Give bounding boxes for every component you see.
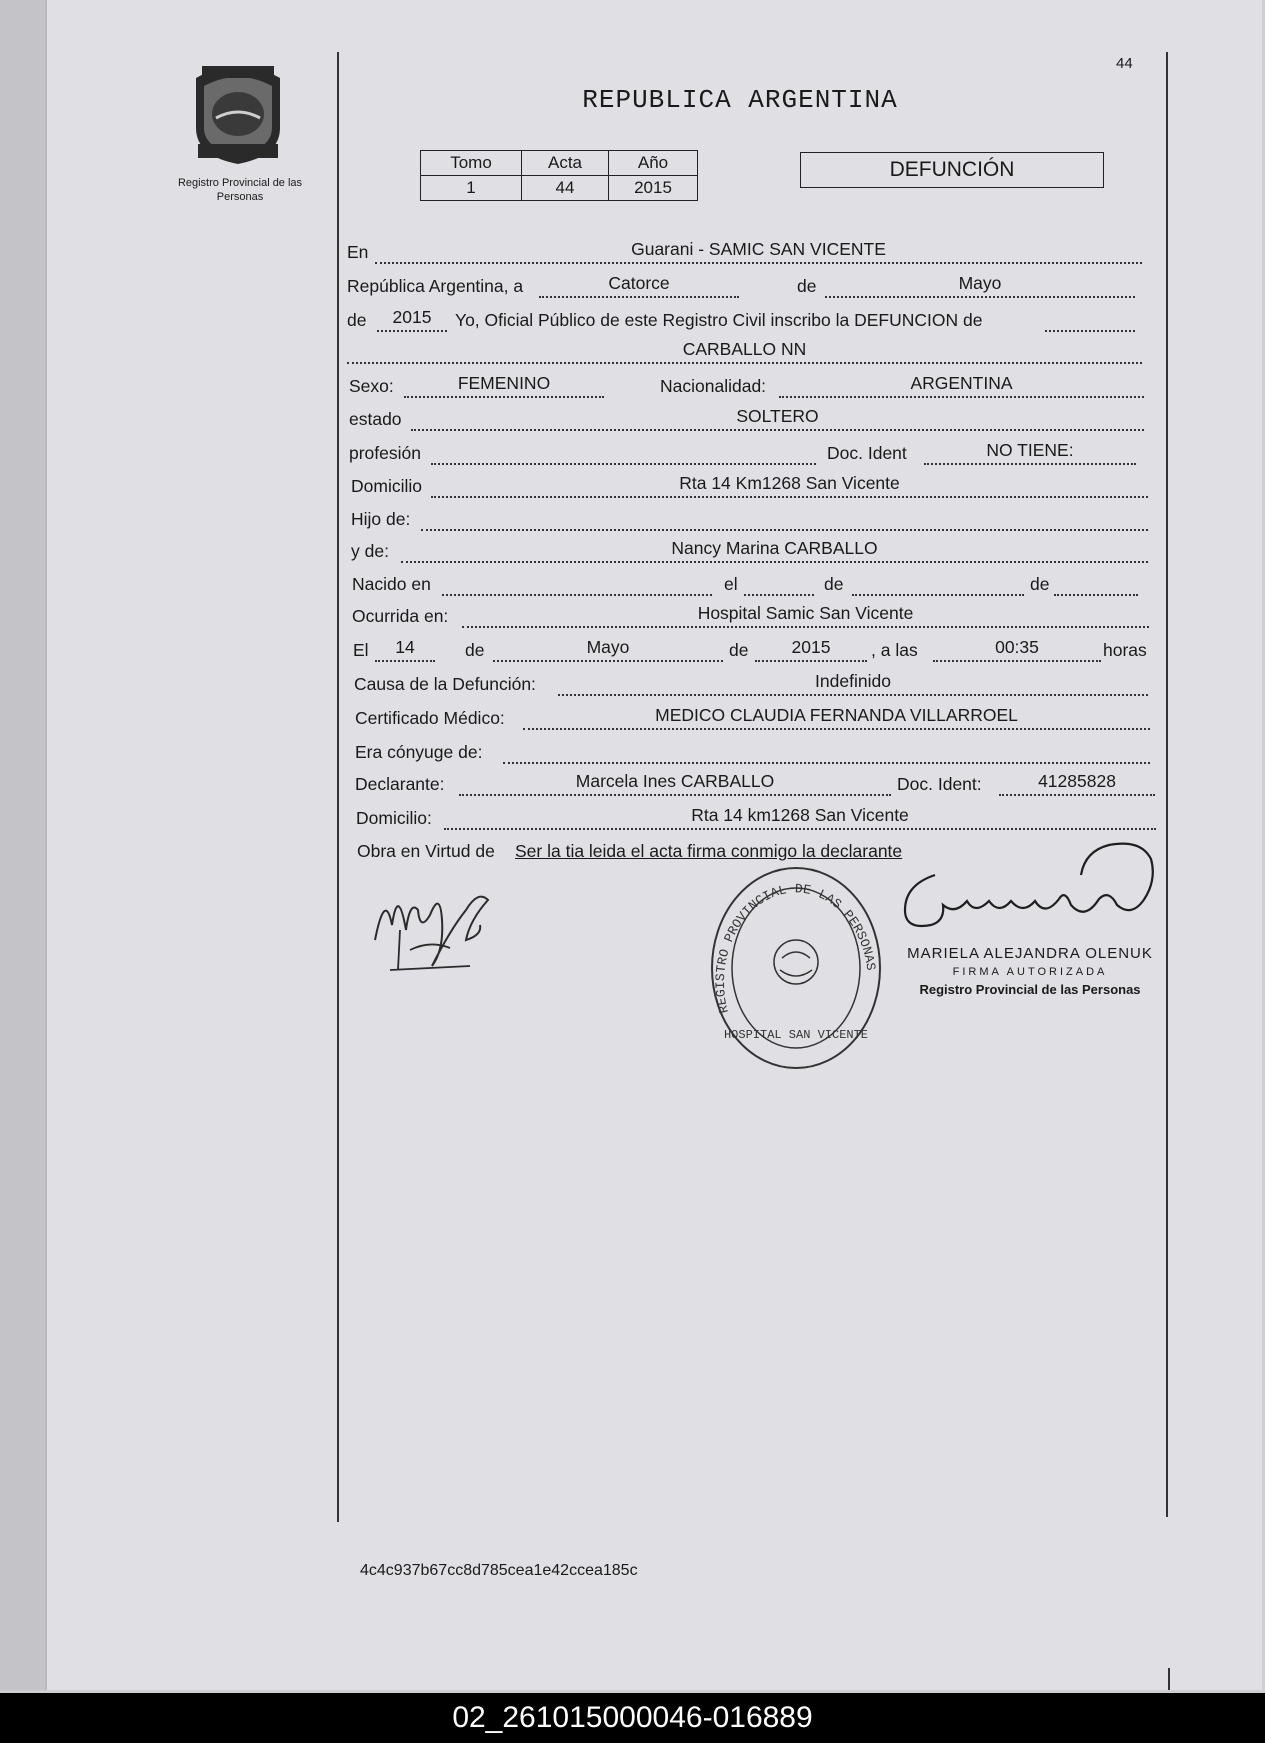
de-label-3: de (824, 574, 844, 594)
province-seal-logo (188, 58, 288, 166)
registry-label: Registro Provincial de las Personas (177, 177, 303, 203)
doc-ident-field: NO TIENE: (924, 443, 1136, 465)
form-line-fecha (347, 270, 1135, 300)
estado-label: estado (349, 409, 402, 429)
yde-field: Nancy Marina CARBALLO (401, 541, 1148, 563)
ocurrida-label: Ocurrida en: (352, 606, 449, 626)
svg-text:REGISTRO PROVINCIAL DE LAS PER: REGISTRO PROVINCIAL DE LAS PERSONAS (712, 881, 879, 1015)
domicilio-label: Domicilio (351, 476, 422, 496)
file-id-bar: 02_261015000046-016889 (0, 1693, 1265, 1743)
domicilio2-label: Domicilio: (356, 808, 432, 828)
table-value-tomo: 1 (421, 176, 522, 201)
form-line-domicilio2 (356, 802, 1156, 832)
yo-blank-field (1045, 310, 1135, 332)
anio-field: 2015 (377, 310, 447, 332)
yo-text: Yo, Oficial Público de este Registro Civil inscribo la DEFUNCION de (455, 310, 983, 330)
table-header-anio: Año (609, 151, 698, 176)
form-line-sexo (349, 370, 1144, 400)
declarante-label: Declarante: (355, 774, 445, 794)
form-line-causa (354, 668, 1148, 698)
yde-label: y de: (351, 541, 389, 561)
el-label: el (724, 574, 738, 594)
country-title: REPUBLICA ARGENTINA (582, 85, 898, 115)
nacido-anio-field (1054, 574, 1138, 596)
nacido-label: Nacido en (352, 574, 431, 594)
causa-field: Indefinido (558, 674, 1148, 696)
domicilio-field: Rta 14 Km1268 San Vicente (431, 476, 1148, 498)
en-field: Guarani - SAMIC SAN VICENTE (375, 242, 1142, 264)
form-line-domicilio (351, 470, 1148, 500)
tomo-acta-table (420, 150, 698, 201)
estado-field: SOLTERO (411, 409, 1144, 431)
mes2-field: Mayo (493, 640, 723, 662)
form-line-yo (347, 304, 1135, 334)
signer-org: Registro Provincial de las Personas (919, 982, 1141, 997)
ocurrida-field: Hospital Samic San Vicente (462, 606, 1149, 628)
form-line-declarante (355, 768, 1155, 798)
nombre-field: CARBALLO NN (347, 342, 1142, 364)
profesion-field (431, 443, 816, 465)
svg-text:HOSPITAL SAN VICENTE: HOSPITAL SAN VICENTE (723, 1028, 869, 1042)
dia2-field: 14 (375, 640, 435, 662)
de-label: de (797, 276, 817, 296)
form-line-yde (351, 535, 1148, 565)
profesion-label: profesión (349, 443, 421, 463)
domicilio2-field: Rta 14 km1268 San Vicente (444, 808, 1156, 830)
nacido-field (442, 574, 712, 596)
hijo-field (421, 509, 1148, 531)
form-line-nacido (352, 568, 1142, 598)
hora-field: 00:35 (933, 640, 1101, 662)
authorized-signature (895, 835, 1170, 945)
signer-name: MARIELA ALEJANDRA OLENUK (907, 945, 1153, 962)
en-label: En (347, 242, 369, 262)
obra-label: Obra en Virtud de (357, 841, 495, 861)
official-stamp (706, 862, 886, 1074)
horas-label: horas (1103, 640, 1147, 660)
nacido-mes-field (852, 574, 1024, 596)
nacionalidad-label: Nacionalidad: (660, 376, 767, 396)
form-line-hijo (351, 503, 1148, 533)
anio2-field: 2015 (755, 640, 867, 662)
record-type-box: DEFUNCIÓN (800, 152, 1104, 188)
conyuge-field (503, 742, 1150, 764)
page-shadow (0, 0, 45, 1690)
causa-label: Causa de la Defunción: (354, 674, 536, 694)
sexo-label: Sexo: (349, 376, 394, 396)
declarante-field: Marcela Ines CARBALLO (459, 774, 891, 796)
signature-caption (895, 945, 1165, 999)
right-border-line (1166, 52, 1168, 1517)
margin-line (337, 52, 339, 1522)
de-label-6: de (729, 640, 749, 660)
signer-title: FIRMA AUTORIZADA (952, 966, 1108, 978)
dia-field: Catorce (539, 276, 739, 298)
certificado-field: MEDICO CLAUDIA FERNANDA VILLARROEL (523, 708, 1150, 730)
el2-label: El (353, 640, 369, 660)
form-line-profesion (349, 437, 1144, 467)
table-value-acta: 44 (522, 176, 609, 201)
table-header-acta: Acta (522, 151, 609, 176)
de-label-4: de (1030, 574, 1050, 594)
table-header-tomo: Tomo (421, 151, 522, 176)
page-number: 44 (1116, 55, 1133, 72)
doc-ident2-label: Doc. Ident: (897, 774, 982, 794)
form-line-estado (349, 403, 1144, 433)
form-line-ocurrida (352, 600, 1149, 630)
bottom-right-line (1168, 1668, 1170, 1690)
republica-label: República Argentina, a (347, 276, 524, 296)
certificado-label: Certificado Médico: (355, 708, 505, 728)
alas-label: , a las (871, 640, 918, 660)
form-line-conyuge (355, 736, 1150, 766)
form-line-fecha-def (353, 634, 1150, 664)
form-line-certificado (355, 702, 1150, 732)
sexo-field: FEMENINO (404, 376, 604, 398)
obra-value: Ser la tia leida el acta firma conmigo la declarante (515, 841, 903, 861)
document-hash: 4c4c937b67cc8d785cea1e42ccea185c (360, 1562, 638, 1579)
hijo-label: Hijo de: (351, 509, 411, 529)
doc-ident-label: Doc. Ident (827, 443, 907, 463)
table-value-anio: 2015 (609, 176, 698, 201)
form-line-nombre (347, 336, 1142, 366)
de-label-5: de (465, 640, 485, 660)
conyuge-label: Era cónyuge de: (355, 742, 483, 762)
de-label-2: de (347, 310, 367, 330)
mes-field: Mayo (825, 276, 1135, 298)
nacido-dia-field (744, 574, 814, 596)
doc-ident2-field: 41285828 (999, 774, 1155, 796)
nacionalidad-field: ARGENTINA (779, 376, 1144, 398)
form-line-en (347, 236, 1142, 266)
official-signature (370, 870, 510, 980)
